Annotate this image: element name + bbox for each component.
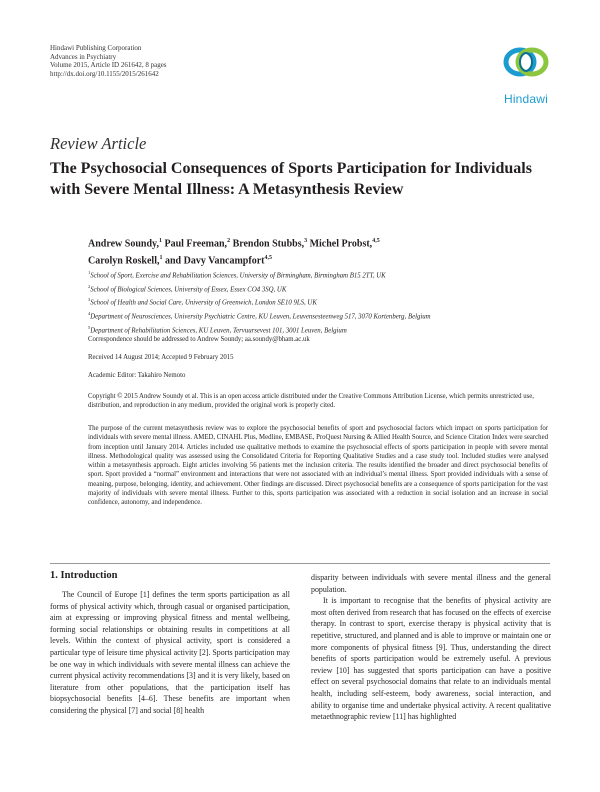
abstract: The purpose of the current metasynthesis review was to explore the psychosocial benefits of sport and psychosocial factors which impact on sports participation for individuals with severe mental illness. AMED, CINAHL Plus, Medline, EMBASE, ProQuest Nursing & Allied Health Source, and Science Citation Index were searched from inception until January 2014. Articles included use qualitative methods to examine the psychosocial effects of sports participation in people with severe mental illness. Methodological quality was assessed using the Consolidated Criteria for Reporting Qualitative Studies and a case study tool. Included studies were analysed within a metasynthesis approach. Eight articles involving 56 patients met the inclusion criteria. The results identified the broader and direct psychosocial benefits of sport. Sport provided a “normal” environment and interactions that were not associated with an individual’s mental illness. Sport provided individuals with a sense of meaning, purpose, belonging, identity, and achievement. Other findings are discussed. Direct psychosocial benefits are a consequence of sports participation for the vast majority of individuals with severe mental illness. Further to this, sports participation was associated with a reduction in social isolation and an increase in social confidence, autonomy, and independence. [88, 425, 548, 507]
divider [50, 563, 550, 564]
academic-editor: Academic Editor: Takahiro Nemoto [88, 372, 186, 379]
author: Brendon Stubbs, [230, 238, 305, 250]
journal-name: Advances in Psychiatry [50, 52, 117, 61]
hindawi-logo-icon [496, 34, 556, 90]
affiliations [88, 268, 548, 336]
publisher: Hindawi Publishing Corporation [50, 44, 142, 52]
logo-wordmark: Hindawi [503, 92, 549, 106]
author: and Davy Vancampfort [162, 255, 265, 267]
author: Carolyn Roskell, [88, 255, 160, 267]
doi-link[interactable]: http://dx.doi.org/10.1155/2015/261642 [50, 69, 159, 78]
paragraph: disparity between individuals with severe mental illness and the general population. [311, 573, 551, 594]
author: Michel Probst, [307, 238, 373, 250]
author: Paul Freeman, [161, 238, 228, 250]
dates: Received 14 August 2014; Accepted 9 February 2015 [88, 354, 234, 361]
body-column-left [50, 589, 290, 717]
hindawi-logo [496, 34, 556, 106]
authors-line-2: Carolyn Roskell,$^1$ and Davy Vancampfort$^{4,5}$ [88, 255, 272, 267]
section-heading: 1. Introduction [50, 570, 118, 581]
copyright: Copyright © 2015 Andrew Soundy et al. This is an open access article distributed under the Creative Commons Attribution License, which permits unrestricted use, distribution, and reproduction in any medium, provided the original work is properly cited. [88, 393, 534, 409]
body-column-right [311, 572, 551, 723]
author-list [88, 234, 548, 269]
article-type: Review Article [50, 134, 147, 153]
affiliation: $^2$School of Biological Sciences, University of Essex, Essex CO4 3SQ, UK [88, 283, 287, 293]
journal-info [50, 44, 167, 78]
volume-info: Volume 2015, Article ID 261642, 8 pages [50, 61, 167, 70]
authors-line-1: Andrew Soundy,$^1$ Paul Freeman,$^2$ Brendon Stubbs,$^3$ Michel Probst,$^{4,5}$ [88, 238, 380, 250]
affiliation: $^1$School of Sport, Exercise and Rehabilitation Sciences, University of Birmingham, Birmingham B15 2TT, UK [88, 270, 386, 280]
paragraph: The Council of Europe [1] defines the term sports participation as all forms of physical activity which, through casual or organised participation, aim at expressing or improving physical fitness and mental wellbeing, forming social relationships or obtaining results in competitions at all levels. Within the context of physical activity, sport is considered a particular type of leisure time physical activity [2]. Sports participation may be one way in which individuals with severe mental illness can achieve the current physical activity recommendations [3] and it is very likely, based on literature from other populations, that the participation itself has biopsychosocial benefits [4–6]. These benefits are important when considering the physical [7] and social [8] health [50, 590, 290, 715]
paragraph: It is important to recognise that the benefits of physical activity are most often derived from research that has focused on the effects of exercise therapy. In contrast to sport, exercise therapy is physical activity that is repetitive, structured, and planned and is able to improve or maintain one or more components of physical fitness [9]. Thus, understanding the direct benefits of sports participation would be extremely useful. A previous review [10] has suggested that sports participation can have a positive effect on several psychosocial domains that relate to an individuals mental health, including self-esteem, body awareness, social interaction, and ability to organise time and undertake physical activity. A recent qualitative metaethnographic review [11] has highlighted [311, 596, 551, 722]
correspondence: Correspondence should be addressed to Andrew Soundy; aa.soundy@bham.ac.uk [88, 336, 310, 343]
paper-title: The Psychosocial Consequences of Sports Participation for Individuals with Severe Mental Illness: A Metasynthesis Review [50, 160, 532, 198]
affiliation: $^5$Department of Rehabilitation Sciences, KU Leuven, Tervuursevest 101, 3001 Leuven, Belgium [88, 324, 347, 334]
affiliation: $^3$School of Health and Social Care, University of Greenwich, London SE10 9LS, UK [88, 297, 317, 307]
affiliation: $^4$Department of Neurosciences, University Psychiatric Centre, KU Leuven, Leuvensesteenweg 517, 3070 Kortenberg, Belgium [88, 311, 431, 321]
author: Andrew Soundy, [88, 238, 159, 250]
